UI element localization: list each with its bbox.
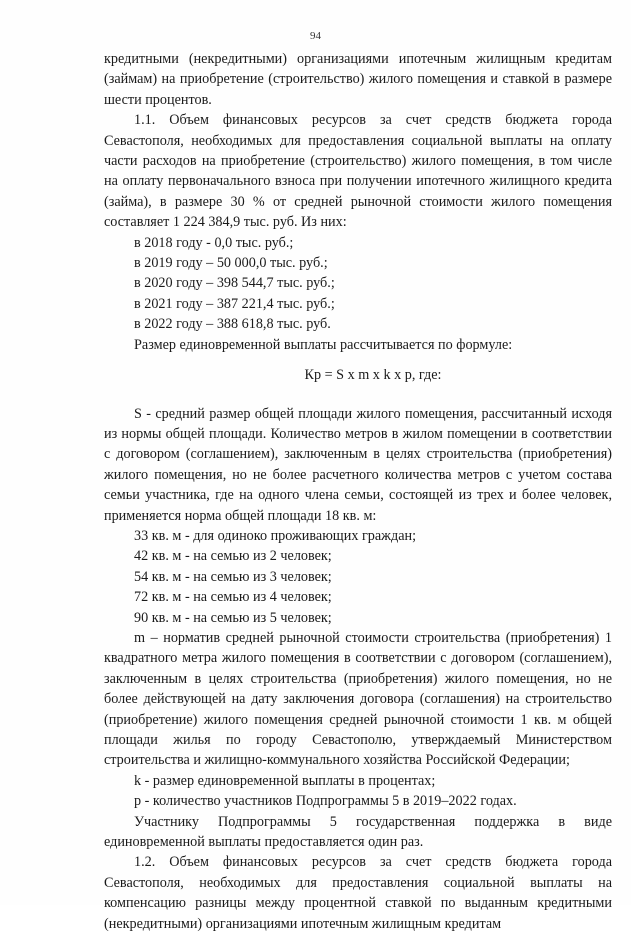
list-item: в 2019 году – 50 000,0 тыс. руб.; [134, 255, 328, 272]
paragraph-k-definition: k - размер единовременной выплаты в процентах; [134, 772, 436, 789]
list-item: 72 кв. м - на семью из 4 человек; [134, 589, 332, 606]
paragraph-m-definition: m – норматив средней рыночной стоимости строительства (приобретения) 1 квадратного метра жилого помещения в соответствии с договором (соглашением), заключенным в целях строительства (приобретения) жилого помещения, но не более действующей на дату заключения договора (соглашения) на строительство (приобретение) жилого помещения средней рыночной стоимости 1 кв. м общей площади жилья по городу Севастополю, утверждаемый Министерством строительства и жилищно-коммунального хозяйства Российской Федерации; [104, 629, 612, 769]
page-number: 94 [310, 30, 321, 42]
paragraph-p-definition: р - количество участников Подпрограммы 5 в 2019–2022 годах. [134, 793, 517, 810]
paragraph-1-2: 1.2. Объем финансовых ресурсов за счет средств бюджета города Севастополя, необходимых для предоставления социальной выплаты на компенсацию разницы между процентной ставкой по выданным кредитными (некредитными) организациями ипотечным жилищным кредитам [104, 854, 612, 932]
paragraph-intro: кредитными (некредитными) организациями ипотечным жилищным кредитам (займам) на приобретение (строительство) жилого помещения и ставкой в размере шести процентов. [104, 51, 612, 108]
list-item: в 2021 году – 387 221,4 тыс. руб.; [134, 295, 335, 312]
paragraph-support: Участнику Подпрограммы 5 государственная поддержка в виде единовременной выплаты предоставляется один раз. [104, 813, 612, 851]
list-item: 42 кв. м - на семью из 2 человек; [134, 548, 332, 565]
document-body [104, 49, 612, 934]
list-item: в 2022 году – 388 618,8 тыс. руб. [134, 316, 331, 333]
yearly-amounts-list [104, 233, 612, 335]
formula-intro: Размер единовременной выплаты рассчитывается по формуле: [134, 336, 513, 353]
list-item: 33 кв. м - для одиноко проживающих граждан; [134, 527, 417, 544]
formula: Кр = S x m x k x p, где: [304, 367, 442, 384]
list-item: 90 кв. м - на семью из 5 человек; [134, 609, 332, 626]
paragraph-s-definition: S - средний размер общей площади жилого помещения, рассчитанный исходя из нормы общей площади. Количество метров в жилом помещении в соответствии с договором (соглашением), заключенным в целях строительства (приобретения) жилого помещения, но не более расчетного количества метров с учетом состава семьи участника, где на одного члена семьи, состоящей из трех и более человек, применяется норма общей площади 18 кв. м: [104, 405, 612, 524]
list-item: 54 кв. м - на семью из 3 человек; [134, 568, 332, 585]
list-item: в 2020 году – 398 544,7 тыс. руб.; [134, 275, 335, 292]
list-item: в 2018 году - 0,0 тыс. руб.; [134, 234, 294, 251]
paragraph-1-1: 1.1. Объем финансовых ресурсов за счет средств бюджета города Севастополя, необходимых для предоставления социальной выплаты на оплату части расходов на приобретение (строительство) жилого помещения, в том числе на оплату первоначального взноса при получении ипотечного жилищного кредита (займа), в размере 30 % от средней рыночной стоимости жилого помещения составляет 1 224 384,9 тыс. руб. Из них: [104, 112, 612, 231]
area-norms-list [104, 526, 612, 628]
